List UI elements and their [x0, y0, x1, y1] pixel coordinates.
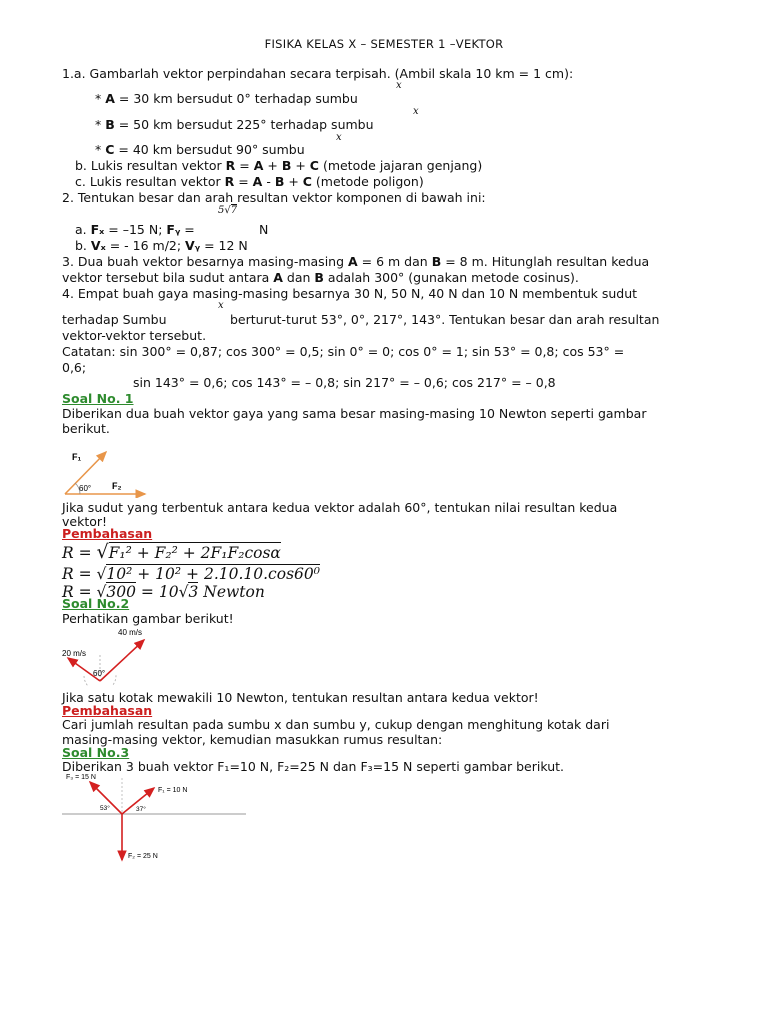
soal1-pembahasan: Pembahasan [62, 526, 153, 541]
v40-arrow [100, 640, 144, 681]
axis-var-x: x [396, 80, 402, 91]
q4-catatan3: sin 143° = 0,6; cos 143° = – 0,8; sin 217° = – 0,6; cos 217° = – 0,8 [133, 375, 556, 390]
soal3-figure [60, 770, 250, 866]
angle-53-label: 53° [100, 805, 110, 812]
soal1-eq3: R = √300 = 10√3 Newton [62, 583, 265, 601]
soal2-figure [60, 626, 170, 686]
angle-label: 60° [79, 484, 92, 493]
soal2-pembahasan: Pembahasan [62, 703, 153, 718]
q4-catatan1: Catatan: sin 300° = 0,87; cos 300° = 0,5; sin 0° = 0; cos 0° = 1; sin 53° = 0,8; cos 53° = [62, 344, 625, 359]
axis-var-x: x [413, 106, 419, 117]
q4-line2b: berturut-turut 53°, 0°, 217°, 143°. Tentukan besar dan arah resultan [230, 312, 660, 327]
q4-line2a: terhadap Sumbu [62, 312, 167, 327]
v40-label: 40 m/s [118, 628, 143, 637]
soal1-q1: Jika sudut yang terbentuk antara kedua vektor adalah 60°, tentukan nilai resultan kedua [62, 500, 618, 515]
soal1-text1: Diberikan dua buah vektor gaya yang sama besar masing-masing 10 Newton seperti gambar [62, 406, 647, 421]
v20-label: 20 m/s [62, 649, 87, 658]
q1-vector-a: * A = 30 km bersudut 0° terhadap sumbu [95, 91, 358, 106]
soal1-figure [62, 446, 152, 498]
soal1-text2: berikut. [62, 421, 110, 436]
soal3-text: Diberikan 3 buah vektor F₁=10 N, F₂=25 N dan F₃=15 N seperti gambar berikut. [62, 759, 565, 774]
page-title: FISIKA KELAS X – SEMESTER 1 –VEKTOR [264, 37, 504, 51]
q1-c-text: c. Lukis resultan vektor R = A - B + C (metode poligon) [75, 174, 424, 189]
q1-vector-c: * C = 40 km bersudut 90° sumbu [95, 142, 305, 157]
soal3-title: Soal No.3 [62, 745, 130, 760]
q3-line1: 3. Dua buah vektor besarnya masing-masing A = 6 m dan B = 8 m. Hitunglah resultan kedua [62, 254, 650, 269]
f2-label: F₂ = 25 N [128, 853, 158, 860]
q4-catatan2: 0,6; [62, 360, 87, 375]
angle-37-label: 37° [136, 806, 146, 813]
q2-a-unit: N [259, 222, 269, 237]
soal2-title: Soal No.2 [62, 596, 130, 611]
axis-var-x: x [218, 300, 224, 311]
f3-label: F₃ = 15 N [66, 774, 96, 781]
q3-line2: vektor tersebut bila sudut antara A dan B adalah 300° (gunakan metode cosinus). [62, 270, 579, 285]
q1-b-text: b. Lukis resultan vektor R = A + B + C (metode jajaran genjang) [75, 158, 483, 173]
soal2-q: Jika satu kotak mewakili 10 Newton, tentukan resultan antara kedua vektor! [62, 690, 539, 705]
soal2-p2: masing-masing vektor, kemudian masukkan rumus resultan: [62, 732, 443, 747]
q2-b-text: b. Vₓ = - 16 m/2; Vᵧ = 12 N [75, 238, 248, 253]
soal2-text: Perhatikan gambar berikut! [62, 611, 234, 626]
q1-a-text: 1.a. Gambarlah vektor perpindahan secara terpisah. (Ambil skala 10 km = 1 cm): [62, 66, 574, 81]
soal1-q2: vektor! [62, 514, 108, 529]
q2-sqrt-term: 5√7 [218, 205, 238, 216]
angle-label: 60° [93, 669, 106, 678]
axis-var-x: x [336, 132, 342, 143]
q4-line3: vektor-vektor tersebut. [62, 328, 207, 343]
q2-a-text: a. Fₓ = –15 N; Fᵧ = [75, 222, 195, 237]
soal2-p1: Cari jumlah resultan pada sumbu x dan sumbu y, cukup dengan menghitung kotak dari [62, 717, 610, 732]
soal1-title: Soal No. 1 [62, 391, 134, 406]
f2-label: F₂ [112, 481, 122, 491]
soal1-eq2: R = √10² + 10² + 2.10.10.cos60⁰ [62, 565, 320, 583]
q1-vector-b: * B = 50 km bersudut 225° terhadap sumbu [95, 117, 374, 132]
f1-label: F₁ [72, 452, 82, 462]
q2-text: 2. Tentukan besar dan arah resultan vektor komponen di bawah ini: [62, 190, 486, 205]
f1-label: F₁ = 10 N [158, 787, 188, 794]
soal1-eq1: R = √F₁² + F₂² + 2F₁F₂cosα [62, 541, 281, 563]
q4-line1: 4. Empat buah gaya masing-masing besarnya 30 N, 50 N, 40 N dan 10 N membentuk sudut [62, 286, 638, 301]
